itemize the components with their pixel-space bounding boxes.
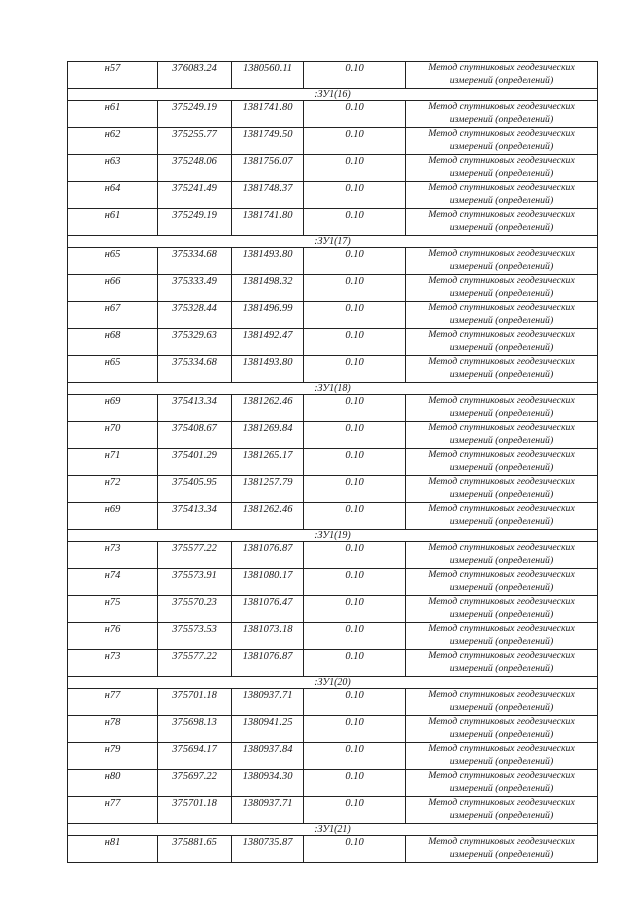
x-coordinate-cell: 375255.77 — [158, 128, 232, 155]
point-number-cell: н65 — [68, 248, 158, 275]
method-cell: Метод спутниковых геодезических измерений (определений) — [406, 422, 598, 449]
x-coordinate-cell: 375701.18 — [158, 689, 232, 716]
point-number-cell: н62 — [68, 128, 158, 155]
accuracy-cell: 0.10 — [304, 182, 406, 209]
document-page — [67, 61, 597, 863]
table-row — [68, 302, 598, 329]
section-header-row — [68, 383, 598, 395]
y-coordinate-cell: 1381257.79 — [232, 476, 304, 503]
method-cell: Метод спутниковых геодезических измерений (определений) — [406, 275, 598, 302]
method-cell: Метод спутниковых геодезических измерений (определений) — [406, 302, 598, 329]
accuracy-cell: 0.10 — [304, 596, 406, 623]
y-coordinate-cell: 1380934.30 — [232, 770, 304, 797]
accuracy-cell: 0.10 — [304, 770, 406, 797]
point-number-cell: н76 — [68, 623, 158, 650]
y-coordinate-cell: 1381265.17 — [232, 449, 304, 476]
accuracy-cell: 0.10 — [304, 422, 406, 449]
point-number-cell: н78 — [68, 716, 158, 743]
y-coordinate-cell: 1381073.18 — [232, 623, 304, 650]
point-number-cell: н65 — [68, 356, 158, 383]
section-header-row — [68, 824, 598, 836]
table-row — [68, 101, 598, 128]
table-row — [68, 449, 598, 476]
table-row — [68, 209, 598, 236]
y-coordinate-cell: 1381076.47 — [232, 596, 304, 623]
point-number-cell: н71 — [68, 449, 158, 476]
section-header-row — [68, 530, 598, 542]
accuracy-cell: 0.10 — [304, 449, 406, 476]
section-header: :ЗУ1(19) — [68, 530, 598, 542]
table-row — [68, 155, 598, 182]
accuracy-cell: 0.10 — [304, 836, 406, 863]
y-coordinate-cell: 1381498.32 — [232, 275, 304, 302]
point-number-cell: н68 — [68, 329, 158, 356]
table-row — [68, 128, 598, 155]
x-coordinate-cell: 375413.34 — [158, 503, 232, 530]
method-cell: Метод спутниковых геодезических измерений (определений) — [406, 689, 598, 716]
accuracy-cell: 0.10 — [304, 101, 406, 128]
point-number-cell: н63 — [68, 155, 158, 182]
x-coordinate-cell: 375334.68 — [158, 248, 232, 275]
x-coordinate-cell: 375328.44 — [158, 302, 232, 329]
y-coordinate-cell: 1381496.99 — [232, 302, 304, 329]
y-coordinate-cell: 1381493.80 — [232, 248, 304, 275]
point-number-cell: н77 — [68, 797, 158, 824]
accuracy-cell: 0.10 — [304, 275, 406, 302]
x-coordinate-cell: 375698.13 — [158, 716, 232, 743]
y-coordinate-cell: 1380937.71 — [232, 689, 304, 716]
y-coordinate-cell: 1381741.80 — [232, 209, 304, 236]
accuracy-cell: 0.10 — [304, 329, 406, 356]
method-cell: Метод спутниковых геодезических измерений (определений) — [406, 569, 598, 596]
accuracy-cell: 0.10 — [304, 248, 406, 275]
y-coordinate-cell: 1380560.11 — [232, 62, 304, 89]
accuracy-cell: 0.10 — [304, 356, 406, 383]
section-header: :ЗУ1(17) — [68, 236, 598, 248]
y-coordinate-cell: 1380941.25 — [232, 716, 304, 743]
section-header-row — [68, 236, 598, 248]
coordinates-table-body — [68, 62, 598, 863]
x-coordinate-cell: 375329.63 — [158, 329, 232, 356]
x-coordinate-cell: 375408.67 — [158, 422, 232, 449]
point-number-cell: н69 — [68, 395, 158, 422]
table-row — [68, 542, 598, 569]
method-cell: Метод спутниковых геодезических измерений (определений) — [406, 209, 598, 236]
point-number-cell: н64 — [68, 182, 158, 209]
point-number-cell: н79 — [68, 743, 158, 770]
accuracy-cell: 0.10 — [304, 155, 406, 182]
table-row — [68, 743, 598, 770]
method-cell: Метод спутниковых геодезических измерений (определений) — [406, 797, 598, 824]
y-coordinate-cell: 1381741.80 — [232, 101, 304, 128]
table-row — [68, 650, 598, 677]
method-cell: Метод спутниковых геодезических измерений (определений) — [406, 650, 598, 677]
y-coordinate-cell: 1380735.87 — [232, 836, 304, 863]
accuracy-cell: 0.10 — [304, 689, 406, 716]
point-number-cell: н74 — [68, 569, 158, 596]
table-row — [68, 248, 598, 275]
method-cell: Метод спутниковых геодезических измерений (определений) — [406, 770, 598, 797]
x-coordinate-cell: 375249.19 — [158, 209, 232, 236]
table-row — [68, 275, 598, 302]
x-coordinate-cell: 375405.95 — [158, 476, 232, 503]
table-row — [68, 797, 598, 824]
method-cell: Метод спутниковых геодезических измерений (определений) — [406, 716, 598, 743]
point-number-cell: н75 — [68, 596, 158, 623]
section-header: :ЗУ1(18) — [68, 383, 598, 395]
point-number-cell: н73 — [68, 542, 158, 569]
method-cell: Метод спутниковых геодезических измерений (определений) — [406, 623, 598, 650]
point-number-cell: н57 — [68, 62, 158, 89]
accuracy-cell: 0.10 — [304, 650, 406, 677]
y-coordinate-cell: 1381749.50 — [232, 128, 304, 155]
section-header-row — [68, 677, 598, 689]
point-number-cell: н61 — [68, 209, 158, 236]
x-coordinate-cell: 375248.06 — [158, 155, 232, 182]
table-row — [68, 623, 598, 650]
x-coordinate-cell: 375881.65 — [158, 836, 232, 863]
method-cell: Метод спутниковых геодезических измерений (определений) — [406, 395, 598, 422]
x-coordinate-cell: 375697.22 — [158, 770, 232, 797]
table-row — [68, 836, 598, 863]
point-number-cell: н72 — [68, 476, 158, 503]
table-row — [68, 569, 598, 596]
x-coordinate-cell: 375570.23 — [158, 596, 232, 623]
method-cell: Метод спутниковых геодезических измерений (определений) — [406, 596, 598, 623]
x-coordinate-cell: 375401.29 — [158, 449, 232, 476]
point-number-cell: н81 — [68, 836, 158, 863]
y-coordinate-cell: 1381262.46 — [232, 503, 304, 530]
table-row — [68, 329, 598, 356]
method-cell: Метод спутниковых геодезических измерений (определений) — [406, 836, 598, 863]
method-cell: Метод спутниковых геодезических измерений (определений) — [406, 62, 598, 89]
y-coordinate-cell: 1381262.46 — [232, 395, 304, 422]
table-row — [68, 62, 598, 89]
method-cell: Метод спутниковых геодезических измерений (определений) — [406, 182, 598, 209]
point-number-cell: н70 — [68, 422, 158, 449]
accuracy-cell: 0.10 — [304, 503, 406, 530]
x-coordinate-cell: 375577.22 — [158, 650, 232, 677]
method-cell: Метод спутниковых геодезических измерений (определений) — [406, 476, 598, 503]
accuracy-cell: 0.10 — [304, 128, 406, 155]
point-number-cell: н73 — [68, 650, 158, 677]
x-coordinate-cell: 375694.17 — [158, 743, 232, 770]
accuracy-cell: 0.10 — [304, 743, 406, 770]
accuracy-cell: 0.10 — [304, 623, 406, 650]
table-row — [68, 770, 598, 797]
table-row — [68, 503, 598, 530]
table-row — [68, 689, 598, 716]
point-number-cell: н80 — [68, 770, 158, 797]
y-coordinate-cell: 1381076.87 — [232, 542, 304, 569]
y-coordinate-cell: 1381748.37 — [232, 182, 304, 209]
coordinates-table — [67, 61, 598, 863]
y-coordinate-cell: 1380937.71 — [232, 797, 304, 824]
method-cell: Метод спутниковых геодезических измерений (определений) — [406, 101, 598, 128]
method-cell: Метод спутниковых геодезических измерений (определений) — [406, 356, 598, 383]
x-coordinate-cell: 375249.19 — [158, 101, 232, 128]
accuracy-cell: 0.10 — [304, 542, 406, 569]
x-coordinate-cell: 375573.91 — [158, 569, 232, 596]
y-coordinate-cell: 1381493.80 — [232, 356, 304, 383]
y-coordinate-cell: 1381492.47 — [232, 329, 304, 356]
point-number-cell: н67 — [68, 302, 158, 329]
x-coordinate-cell: 375413.34 — [158, 395, 232, 422]
accuracy-cell: 0.10 — [304, 476, 406, 503]
section-header: :ЗУ1(16) — [68, 89, 598, 101]
x-coordinate-cell: 375333.49 — [158, 275, 232, 302]
accuracy-cell: 0.10 — [304, 209, 406, 236]
method-cell: Метод спутниковых геодезических измерений (определений) — [406, 248, 598, 275]
x-coordinate-cell: 375573.53 — [158, 623, 232, 650]
accuracy-cell: 0.10 — [304, 569, 406, 596]
method-cell: Метод спутниковых геодезических измерений (определений) — [406, 128, 598, 155]
point-number-cell: н66 — [68, 275, 158, 302]
accuracy-cell: 0.10 — [304, 62, 406, 89]
accuracy-cell: 0.10 — [304, 716, 406, 743]
method-cell: Метод спутниковых геодезических измерений (определений) — [406, 329, 598, 356]
table-row — [68, 395, 598, 422]
x-coordinate-cell: 375334.68 — [158, 356, 232, 383]
accuracy-cell: 0.10 — [304, 797, 406, 824]
method-cell: Метод спутниковых геодезических измерений (определений) — [406, 155, 598, 182]
point-number-cell: н61 — [68, 101, 158, 128]
x-coordinate-cell: 375577.22 — [158, 542, 232, 569]
section-header-row — [68, 89, 598, 101]
y-coordinate-cell: 1381076.87 — [232, 650, 304, 677]
table-row — [68, 596, 598, 623]
y-coordinate-cell: 1380937.84 — [232, 743, 304, 770]
section-header: :ЗУ1(21) — [68, 824, 598, 836]
table-row — [68, 182, 598, 209]
section-header: :ЗУ1(20) — [68, 677, 598, 689]
accuracy-cell: 0.10 — [304, 302, 406, 329]
table-row — [68, 356, 598, 383]
point-number-cell: н69 — [68, 503, 158, 530]
x-coordinate-cell: 375701.18 — [158, 797, 232, 824]
table-row — [68, 716, 598, 743]
y-coordinate-cell: 1381080.17 — [232, 569, 304, 596]
table-row — [68, 476, 598, 503]
method-cell: Метод спутниковых геодезических измерений (определений) — [406, 542, 598, 569]
x-coordinate-cell: 376083.24 — [158, 62, 232, 89]
method-cell: Метод спутниковых геодезических измерений (определений) — [406, 503, 598, 530]
y-coordinate-cell: 1381756.07 — [232, 155, 304, 182]
accuracy-cell: 0.10 — [304, 395, 406, 422]
table-row — [68, 422, 598, 449]
x-coordinate-cell: 375241.49 — [158, 182, 232, 209]
y-coordinate-cell: 1381269.84 — [232, 422, 304, 449]
point-number-cell: н77 — [68, 689, 158, 716]
method-cell: Метод спутниковых геодезических измерений (определений) — [406, 449, 598, 476]
method-cell: Метод спутниковых геодезических измерений (определений) — [406, 743, 598, 770]
